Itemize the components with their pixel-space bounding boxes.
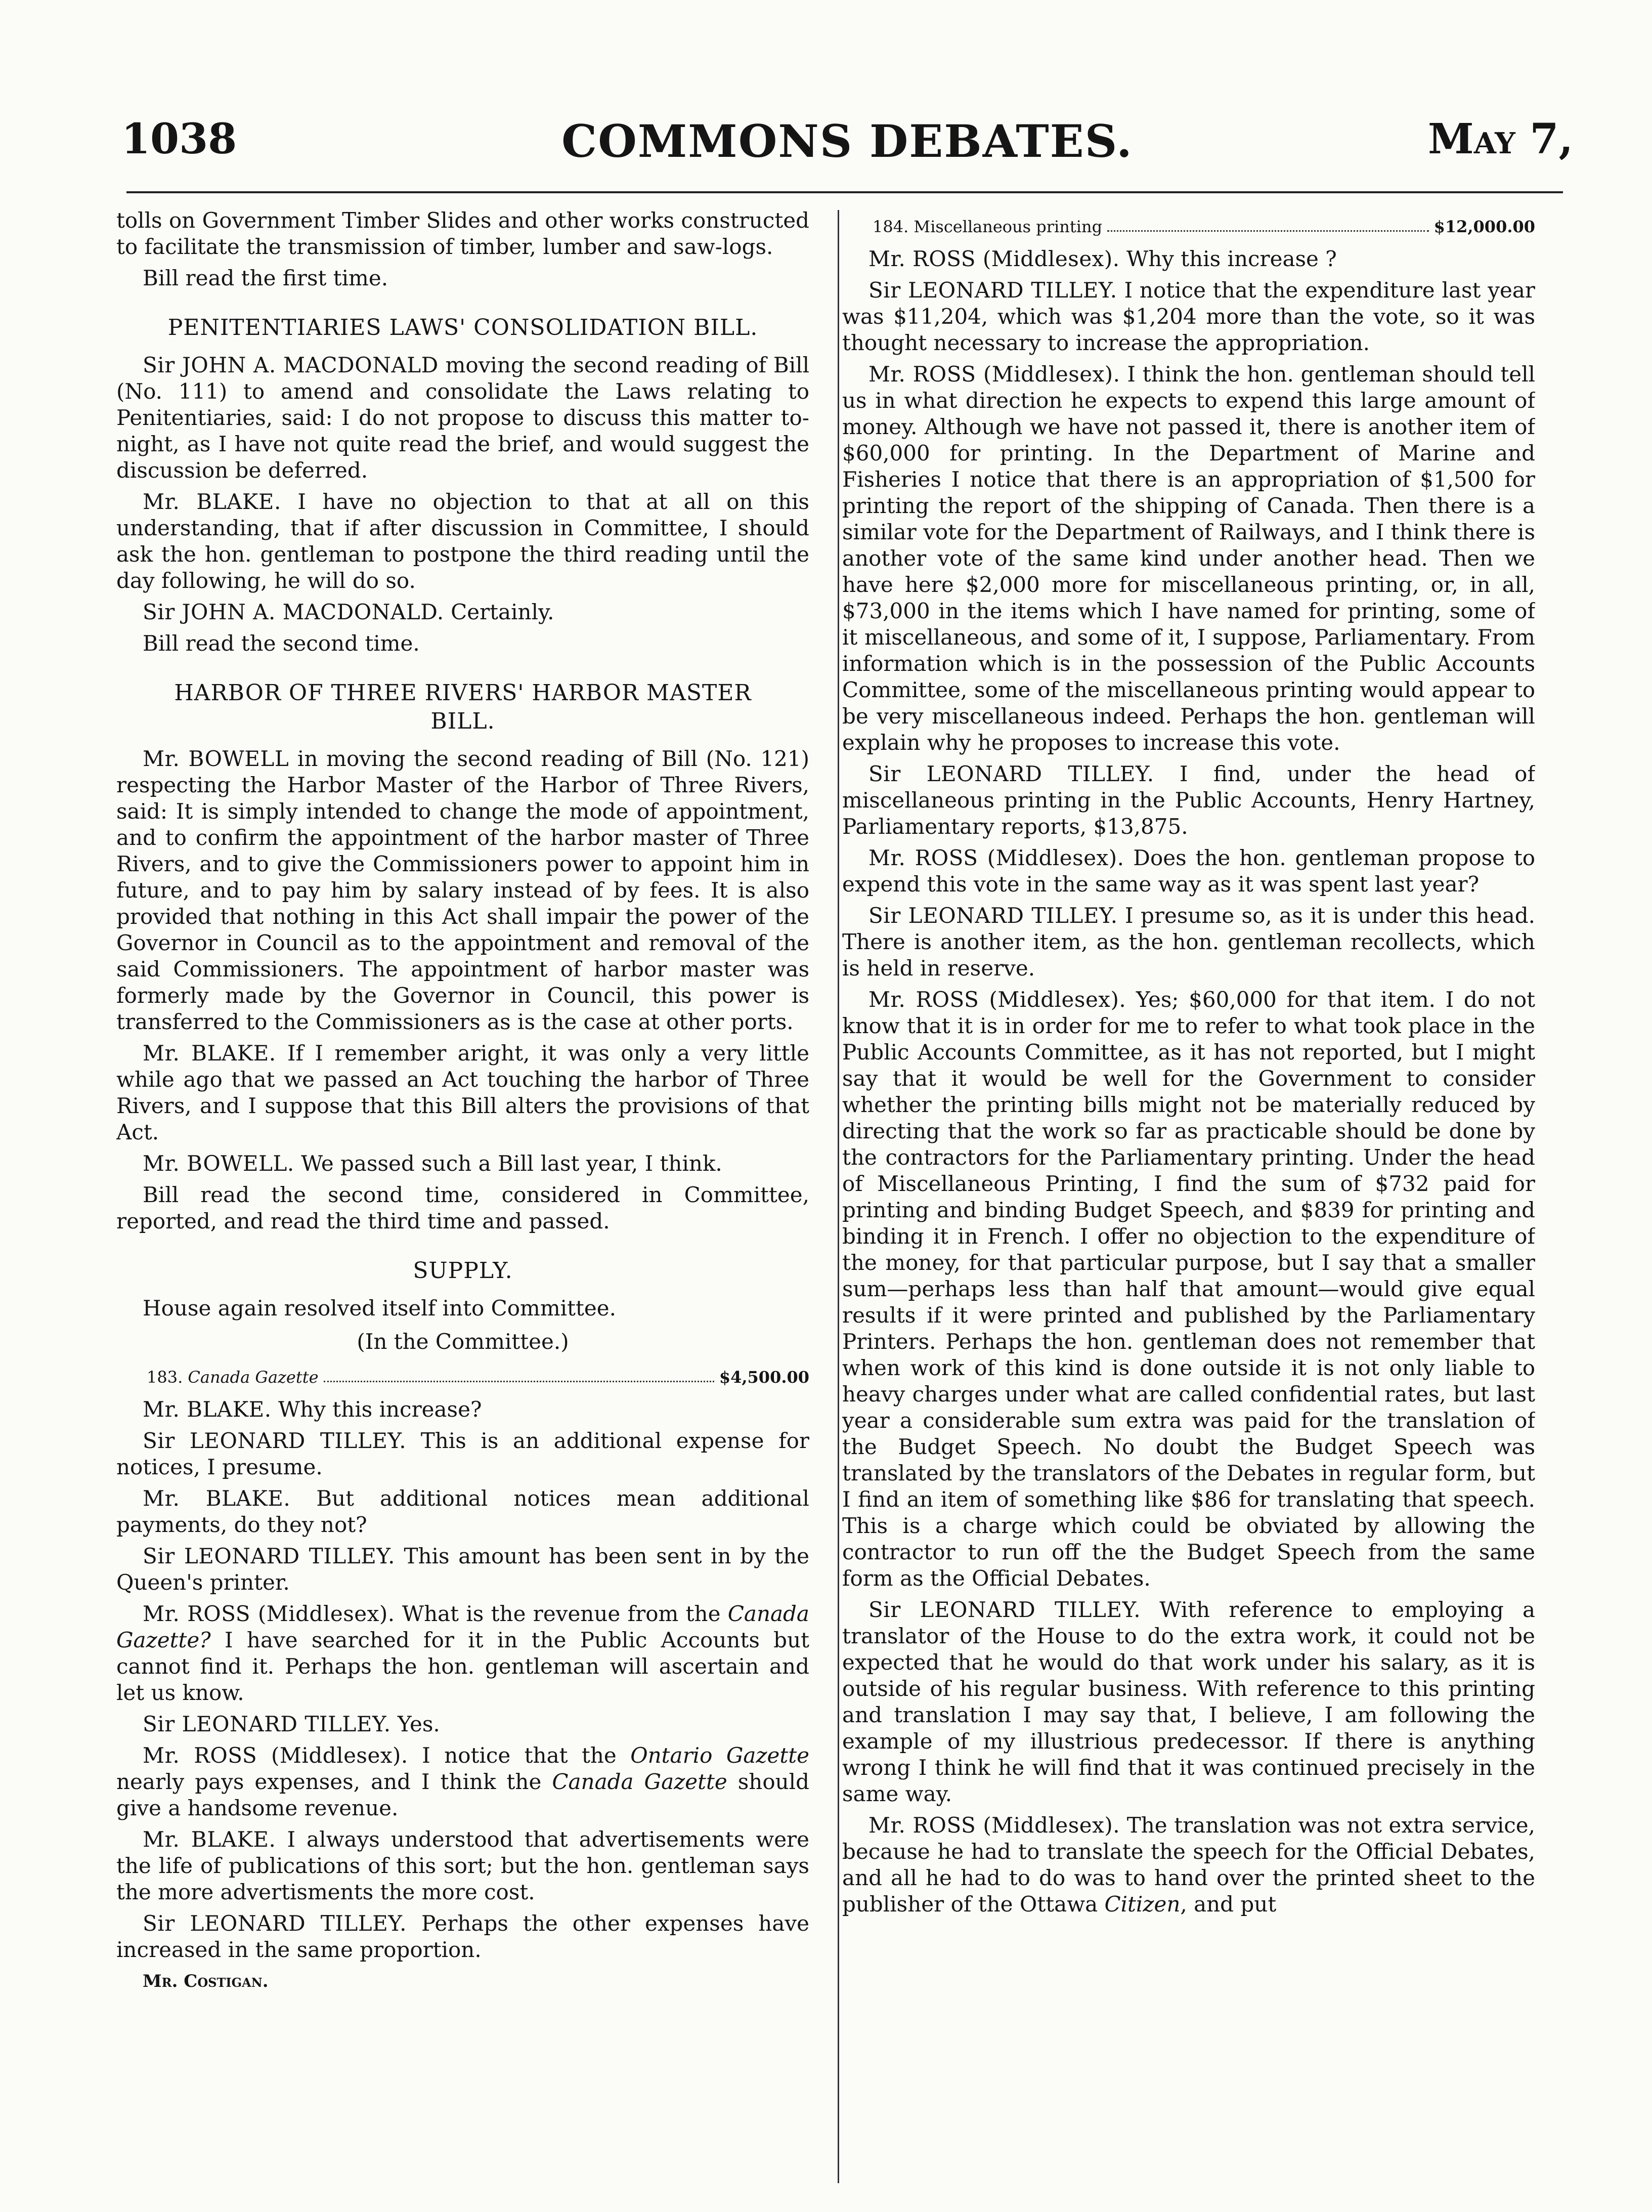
supply-item-label (147, 1365, 319, 1389)
supply-item-amount: $4,500.00 (719, 1368, 809, 1387)
supply-item-name: Canada Gazette (188, 1368, 319, 1387)
section-heading: PENITENTIARIES LAWS' CONSOLIDATION BILL. (167, 315, 758, 341)
speaker: Sir LEONARD TILLEY. (143, 1911, 407, 1936)
speech (116, 599, 809, 625)
paragraph: Bill read the first time. (143, 266, 388, 290)
publication-name: Canada Gazette (552, 1769, 727, 1794)
section-heading-line: HARBOR OF THREE RIVERS' HARBOR MASTER (174, 680, 752, 706)
speech-text: I think the hon. gentleman should tell us in what direction he expects to expend this large amount of money. Although we have not passed it, there is another item of $60,000 for printing. In the Department of Marine and Fisheries I notice that there is an appropriation of $1,500 for printing the report of the shipping of Canada. Then there is a similar vote for the Department of Railways, and I think there is another vote of the same kind under another head. Then we have here $2,000 more for miscellaneous printing, or, in all, $73,000 in the items which I have named for printing, some of it miscellaneous, and some of it, I suppose, Parliamentary. From information which is in the possession of the Public Accounts Committee, some of the miscellaneous printing would appear to be very miscellaneous indeed. Perhaps the hon. gentleman will explain why he proposes to increase this vote. (842, 362, 1535, 755)
speech-text: This amount has been sent in by the Queen's printer. (116, 1544, 809, 1595)
supply-item-amount: $12,000.00 (1433, 217, 1535, 236)
speaker: Mr. ROSS (Middlesex). (868, 987, 1126, 1012)
publication-name: Canada Gazette? (116, 1601, 809, 1652)
speech (116, 746, 809, 1035)
speech (842, 761, 1535, 840)
speaker: Mr. BLAKE. (143, 1827, 276, 1852)
speech (116, 1711, 809, 1737)
speech-text: Why this increase ? (1119, 246, 1337, 271)
supply-item (147, 1365, 809, 1389)
speaker: Sir LEONARD TILLEY. (868, 1597, 1141, 1622)
speaker: Sir JOHN A. MACDONALD. (143, 600, 444, 624)
page-header (121, 109, 1573, 180)
leader-dots (324, 1365, 714, 1382)
page-number: 1038 (121, 115, 237, 163)
column-divider (838, 210, 839, 2183)
speech-text: Yes; $60,000 for that item. I do not know that it is in order for me to refer to what took place in the Public Accounts Committee, as it has not reported, but I might say that it would be well for the Government to consider whether the printing bills might not be materially reduced by directing that the work so far as practicable should be done by the contractors for the Parliamentary printing. Under the head of Miscellaneous Printing, I find the sum of $732 paid for printing and binding Budget Speech, and $839 for printing and binding it in French. I offer no objection to the expenditure of the money, for that particular purpose, but I say that a smaller sum—perhaps less than half that amount—would give equal results if it were printed and published by the Parliamentary Printers. Perhaps the hon. gentleman does not remember that when work of this kind is done outside it is not only liable to heavy charges under what are called confidential rates, but last year a considerable sum extra was paid for the translation of the Budget Speech. No doubt the Budget Speech was translated by the translators of the Debates in regular form, but I find an item of something like $86 for translating that speech. This is a charge which could be obviated by allowing the contractor to run off the the Budget Speech from the same form as the Official Debates. (842, 987, 1535, 1591)
page-title: COMMONS DEBATES. (561, 115, 1133, 167)
speech-text: I always understood that advertisements were the life of publications of this sort; but the hon. gentleman says the more advertisments the more cost. (116, 1827, 809, 1904)
speech (842, 845, 1535, 898)
speech (116, 1428, 809, 1480)
speaker: Mr. BOWELL (143, 746, 289, 771)
paragraph: House again resolved itself into Committee. (143, 1296, 616, 1321)
speech (842, 277, 1535, 356)
speaker: Sir LEONARD TILLEY. (868, 761, 1154, 786)
section-heading: SUPPLY. (413, 1258, 513, 1284)
speech (842, 987, 1535, 1592)
right-column (842, 207, 1535, 2191)
speech-text: , and put (1180, 1892, 1277, 1917)
speech-text: I presume so, as it is under this head. There is another item, as the hon. gentleman recollects, which is held in reserve. (842, 903, 1535, 981)
speaker: Mr. ROSS (Middlesex). (143, 1743, 408, 1768)
speech-text: Certainly. (444, 600, 554, 624)
speaker: Sir LEONARD TILLEY. (868, 903, 1118, 928)
speech (116, 1485, 809, 1538)
paragraph: tolls on Government Timber Slides and other works constructed to facilitate the transmission of timber, lumber and saw-logs. (116, 208, 809, 259)
speech-text: nearly pays expenses, and I think the (116, 1769, 552, 1794)
speech-text: I have searched for it in the Public Accounts but cannot find it. Perhaps the hon. gentleman will ascertain and let us know. (116, 1628, 809, 1705)
speech (116, 1910, 809, 1963)
page-date: May 7, (1428, 115, 1573, 163)
subheading: (In the Committee.) (357, 1329, 569, 1354)
speech-text: I find, under the head of miscellaneous printing in the Public Accounts, Henry Hartney, Parliamentary reports, $13,875. (842, 761, 1535, 839)
speech-text: moving the second reading of Bill (No. 111) to amend and consolidate the Laws relating to Penitentiaries, said: I do not propose to discuss this matter to-night, as I have not quite read the brief, and would suggest the discussion be deferred. (116, 353, 809, 483)
speaker: Mr. ROSS (Middlesex). (868, 845, 1124, 870)
speech-text: I notice that the expenditure last year was $11,204, which was $1,204 more than the vote, so it was thought necessary to increase the appropriation. (842, 278, 1535, 355)
publication-name: Citizen (1104, 1892, 1181, 1917)
speaker: Mr. BLAKE. (143, 1486, 291, 1511)
supply-item-label: 184. Miscellaneous printing (873, 217, 1103, 236)
speech-text: We passed such a Bill last year, I think. (294, 1151, 722, 1176)
speaker: Mr. ROSS (Middlesex). (143, 1601, 395, 1626)
supply-item-number: 183. (147, 1368, 188, 1387)
speech-text: Does the hon. gentleman propose to expend this vote in the same way as it was spent last year? (842, 845, 1535, 897)
speech (116, 1742, 809, 1821)
header-rule (126, 191, 1563, 193)
speaker: Mr. BLAKE. (143, 489, 281, 514)
supply-item (873, 215, 1535, 239)
speech (842, 1597, 1535, 1807)
speaker: Mr. ROSS (Middlesex). (868, 1813, 1120, 1838)
speaker: Mr. ROSS (Middlesex). (868, 246, 1120, 271)
speech (842, 361, 1535, 756)
speaker: Sir LEONARD TILLEY. (143, 1544, 395, 1568)
speech (116, 1601, 809, 1706)
speaker: Sir LEONARD TILLEY. (868, 278, 1117, 303)
speech-text: The translation was not extra service, because he had to translate the speech for the Official Debates, and all he had to do was to hand over the printed sheet to the publisher of the Ottawa (842, 1813, 1535, 1917)
section-heading-line: BILL. (430, 708, 495, 734)
speaker: Sir LEONARD TILLEY. (143, 1428, 407, 1453)
publication-name: Ontario Gazette (630, 1743, 809, 1768)
speech (842, 903, 1535, 982)
speech-text: This is an additional expense for notices, I presume. (116, 1428, 809, 1479)
leader-dots (1107, 215, 1429, 232)
speaker: Sir LEONARD TILLEY. (143, 1712, 391, 1736)
next-speaker-cue: Mr. Costigan. (143, 1971, 269, 1991)
speech-text: Perhaps the other expenses have increased in the same proportion. (116, 1911, 809, 1962)
speaker: Mr. BLAKE. (143, 1041, 276, 1066)
speaker: Sir JOHN A. MACDONALD (143, 353, 439, 377)
speech-text: I notice that the (408, 1743, 631, 1768)
speech-text: Why this increase? (271, 1397, 482, 1422)
speech (116, 352, 809, 484)
speech (116, 1151, 809, 1177)
speaker: Mr. BOWELL. (143, 1151, 294, 1176)
paragraph: Bill read the second time, considered in Committee, reported, and read the third time and passed. (116, 1182, 809, 1233)
speech-text: But additional notices mean additional payments, do they not? (116, 1486, 809, 1537)
speech (116, 1826, 809, 1905)
speech-text: in moving the second reading of Bill (No. 121) respecting the Harbor Master of the Harbor of Three Rivers, said: It is simply intended to change the mode of appointment, and to confirm the appointment of the harbor master of Three Rivers, and to give the Commissioners power to appoint him in future, and to pay him by salary instead of by fees. It is also provided that nothing in this Act shall impair the power of the Governor in Council as to the appointment and removal of the said Commissioners. The appointment of harbor master was formerly made by the Governor in Council, this power is transferred to the Commissioners as is the case at other ports. (116, 746, 809, 1034)
speech (116, 1040, 809, 1145)
speech-text: What is the revenue from the (395, 1601, 728, 1626)
left-column (116, 207, 809, 2191)
paragraph: Bill read the second time. (143, 631, 420, 656)
speaker: Mr. BLAKE. (143, 1397, 272, 1422)
speech-text: I have no objection to that at all on this understanding, that if after discussion in Committee, I should ask the hon. gentleman to postpone the third reading until the day following, he will do so. (116, 489, 809, 593)
speech-text: should give a handsome revenue. (116, 1769, 809, 1820)
section-heading (116, 679, 809, 736)
speech (842, 246, 1535, 272)
speech-text: If I remember aright, it was only a very little while ago that we passed an Act touching the harbor of Three Rivers, and I suppose that this Bill alters the provisions of that Act. (116, 1041, 809, 1144)
speaker: Mr. ROSS (Middlesex). (868, 362, 1120, 387)
speech (842, 1812, 1535, 1918)
speech (116, 489, 809, 594)
speech (116, 1543, 809, 1596)
speech (116, 1396, 809, 1423)
speech-text: With reference to employing a translator of the House to do the extra work, it could not be expected that he would do that work under his salary, as it is outside of his regular business. With reference to this printing and translation I may say that, I believe, I am following the example of my illustrious predecessor. If there is anything wrong I think he will find that it was continued precisely in the same way. (842, 1597, 1535, 1806)
speech-text: Yes. (390, 1712, 440, 1736)
